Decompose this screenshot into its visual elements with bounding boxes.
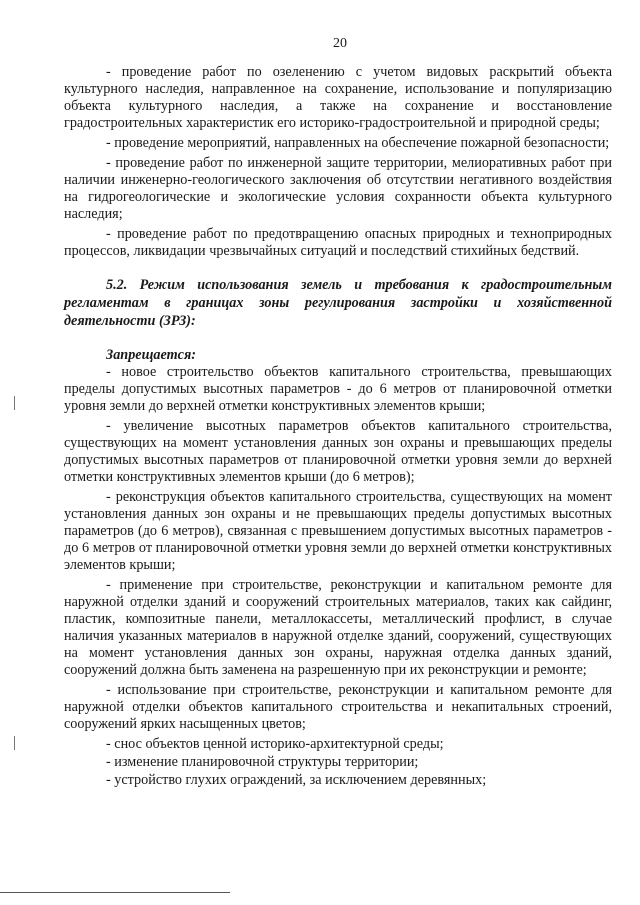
paragraph-demolition: - снос объектов ценной историко-архитектурной среды; — [106, 736, 444, 752]
forbidden-heading: Запрещается: — [106, 347, 196, 363]
paragraph-height-increase: - увеличение высотных параметров объектов капитального строительства, существующих на момент установления данных зон охраны и превышающих пределы допустимых высотных параметров от планировочной отметки уровня земли до верхней отметки конструктивных элементов крыши (до 6 метров); — [64, 418, 612, 485]
document-body — [64, 64, 612, 790]
section-heading-5-2: 5.2. Режим использования земель и требования к градостроительным регламентам в границах зоны регулирования застройки и хозяйственной деятельности (ЗРЗ): — [64, 277, 612, 329]
paragraph-reconstruction: - реконструкция объектов капитального строительства, существующих на момент установления данных зон охраны и не превышающих пределы допустимых высотных параметров (до 6 метров), связанная с превышением допустимых высотных параметров - до 6 метров от планировочной отметки уровня земли до верхней отметки конструктивных элементов крыши; — [64, 489, 612, 573]
paragraph-planning-structure: - изменение планировочной структуры территории; — [106, 754, 419, 770]
page-number: 20 — [333, 36, 347, 51]
paragraph-bright-colors: - использование при строительстве, реконструкции и капитальном ремонте для наружной отделки объектов капитального строительства и некапитальных строений, сооружений ярких насыщенных цветов; — [64, 682, 612, 732]
paragraph-hazard-prevention: - проведение работ по предотвращению опасных природных и техноприродных процессов, ликвидации чрезвычайных ситуаций и последствий стихийных бедствий. — [64, 226, 612, 259]
scan-margin-mark — [14, 396, 15, 410]
paragraph-engineering-protection: - проведение работ по инженерной защите территории, мелиоративных работ при наличии инженерно-геологического заключения об отсутствии негативного воздействия на гидрогеологические и экологические условия сохранности объекта культурного наследия; — [64, 155, 612, 222]
paragraph-fire-safety: - проведение мероприятий, направленных на обеспечение пожарной безопасности; — [106, 135, 610, 151]
paragraph-facade-materials: - применение при строительстве, реконструкции и капитальном ремонте для наружной отделки зданий и сооружений строительных материалов, таких как сайдинг, пластик, композитные панели, металлокассеты, металлический профлист, в случае наличия указанных материалов в наружной отделке зданий, сооружений, существующих на момент установления данных зон охраны, наружная отделка данных зданий, сооружений должна быть заменена на разрешенную при их реконструкции и ремонте; — [64, 577, 612, 678]
paragraph-landscaping: - проведение работ по озеленению с учетом видовых раскрытий объекта культурного наследия, направленное на сохранение, использование и популяризацию объекта культурного наследия, а также на сохранение и восстановление градостроительных характеристик его историко-градостроительной и природной среды; — [64, 64, 612, 131]
scan-margin-mark — [14, 736, 15, 750]
paragraph-fences: - устройство глухих ограждений, за исключением деревянных; — [106, 772, 487, 788]
paragraph-new-construction: - новое строительство объектов капитального строительства, превышающих пределы допустимых высотных параметров - до 6 метров от планировочной отметки уровня земли до верхней отметки конструктивных элементов крыши; — [64, 364, 612, 414]
scan-bottom-edge-line — [0, 892, 230, 893]
